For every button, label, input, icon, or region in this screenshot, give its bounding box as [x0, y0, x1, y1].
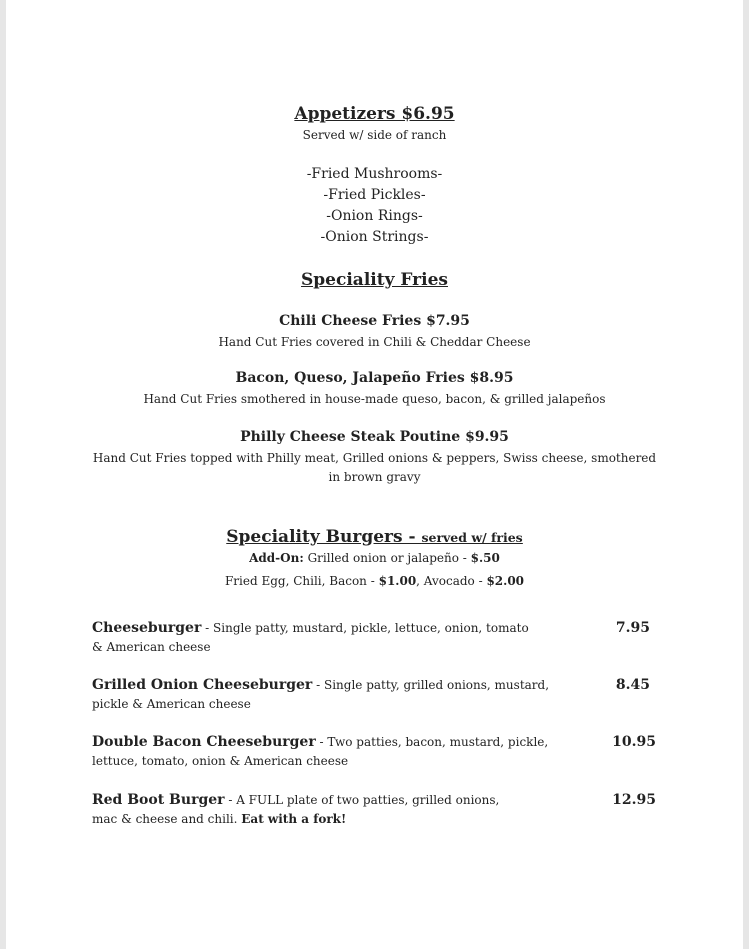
burger-sep: - [201, 621, 214, 635]
list-item: -Fried Mushrooms- [306, 166, 443, 182]
burger-desc: A FULL plate of two patties, grilled onions, [236, 793, 500, 807]
addon-price: $.50 [470, 551, 500, 565]
burger-name: Double Bacon Cheeseburger [92, 734, 316, 750]
addon-text: Grilled onion or jalapeño - [303, 551, 471, 565]
fries-item-desc: Hand Cut Fries covered in Chili & Cheddar Cheese [218, 335, 531, 349]
burgers-title [0, 527, 749, 547]
burger-name: Cheeseburger [92, 620, 202, 636]
burger-desc: Single patty, mustard, pickle, lettuce, onion, tomato [213, 621, 529, 635]
burger-name: Red Boot Burger [92, 792, 225, 808]
burger-highlight: Eat with a fork! [241, 812, 347, 826]
burgers-extras [0, 574, 749, 588]
addon-label: Add-On: [249, 551, 304, 565]
burger-desc: Single patty, grilled onions, mustard, [323, 678, 550, 692]
fries-item-name: Chili Cheese Fries $7.95 [279, 313, 470, 329]
burger-sep: - [224, 793, 237, 807]
fries-item-desc-line: Hand Cut Fries topped with Philly meat, Grilled onions & peppers, Swiss cheese, smothered [92, 451, 657, 465]
fries-title: Speciality Fries [301, 270, 448, 290]
burger-item [92, 676, 562, 714]
burger-desc: & American cheese [92, 640, 211, 654]
burger-name: Grilled Onion Cheeseburger [92, 677, 313, 693]
fries-item-name: Bacon, Queso, Jalapeño Fries $8.95 [235, 370, 514, 386]
burgers-subtitle: served w/ fries [421, 530, 523, 545]
burger-item [92, 791, 562, 829]
burgers-title-text: Speciality Burgers - [226, 527, 422, 547]
burger-item [92, 619, 562, 657]
burger-price: 8.45 [615, 677, 650, 693]
extras-price: $1.00 [378, 574, 417, 588]
appetizers-list [0, 164, 749, 248]
burger-price: 12.95 [612, 792, 656, 808]
extras-price: $2.00 [486, 574, 525, 588]
fries-item-desc-line: in brown gravy [328, 470, 421, 484]
burger-item [92, 733, 562, 771]
list-item: -Onion Strings- [320, 229, 429, 245]
burger-desc: pickle & American cheese [92, 697, 251, 711]
burger-sep: - [315, 735, 328, 749]
fries-item-desc: Hand Cut Fries smothered in house-made queso, bacon, & grilled jalapeños [143, 392, 606, 406]
appetizers-title: Appetizers $6.95 [294, 104, 455, 124]
burger-sep: - [312, 678, 324, 692]
burger-desc: Two patties, bacon, mustard, pickle, [327, 735, 549, 749]
fries-item-name: Philly Cheese Steak Poutine $9.95 [240, 429, 509, 445]
burger-price: 10.95 [612, 734, 656, 750]
burger-desc: mac & cheese and chili. [92, 812, 242, 826]
burger-desc: lettuce, tomato, onion & American cheese [92, 754, 349, 768]
extras-text: , Avocado - [416, 574, 487, 588]
burger-price: 7.95 [615, 620, 650, 636]
list-item: -Fried Pickles- [323, 187, 426, 203]
list-item: -Onion Rings- [326, 208, 423, 224]
extras-text: Fried Egg, Chili, Bacon - [224, 574, 379, 588]
fries-item-desc [0, 449, 749, 487]
appetizers-note: Served w/ side of ranch [302, 128, 447, 142]
burgers-addon [0, 551, 749, 565]
